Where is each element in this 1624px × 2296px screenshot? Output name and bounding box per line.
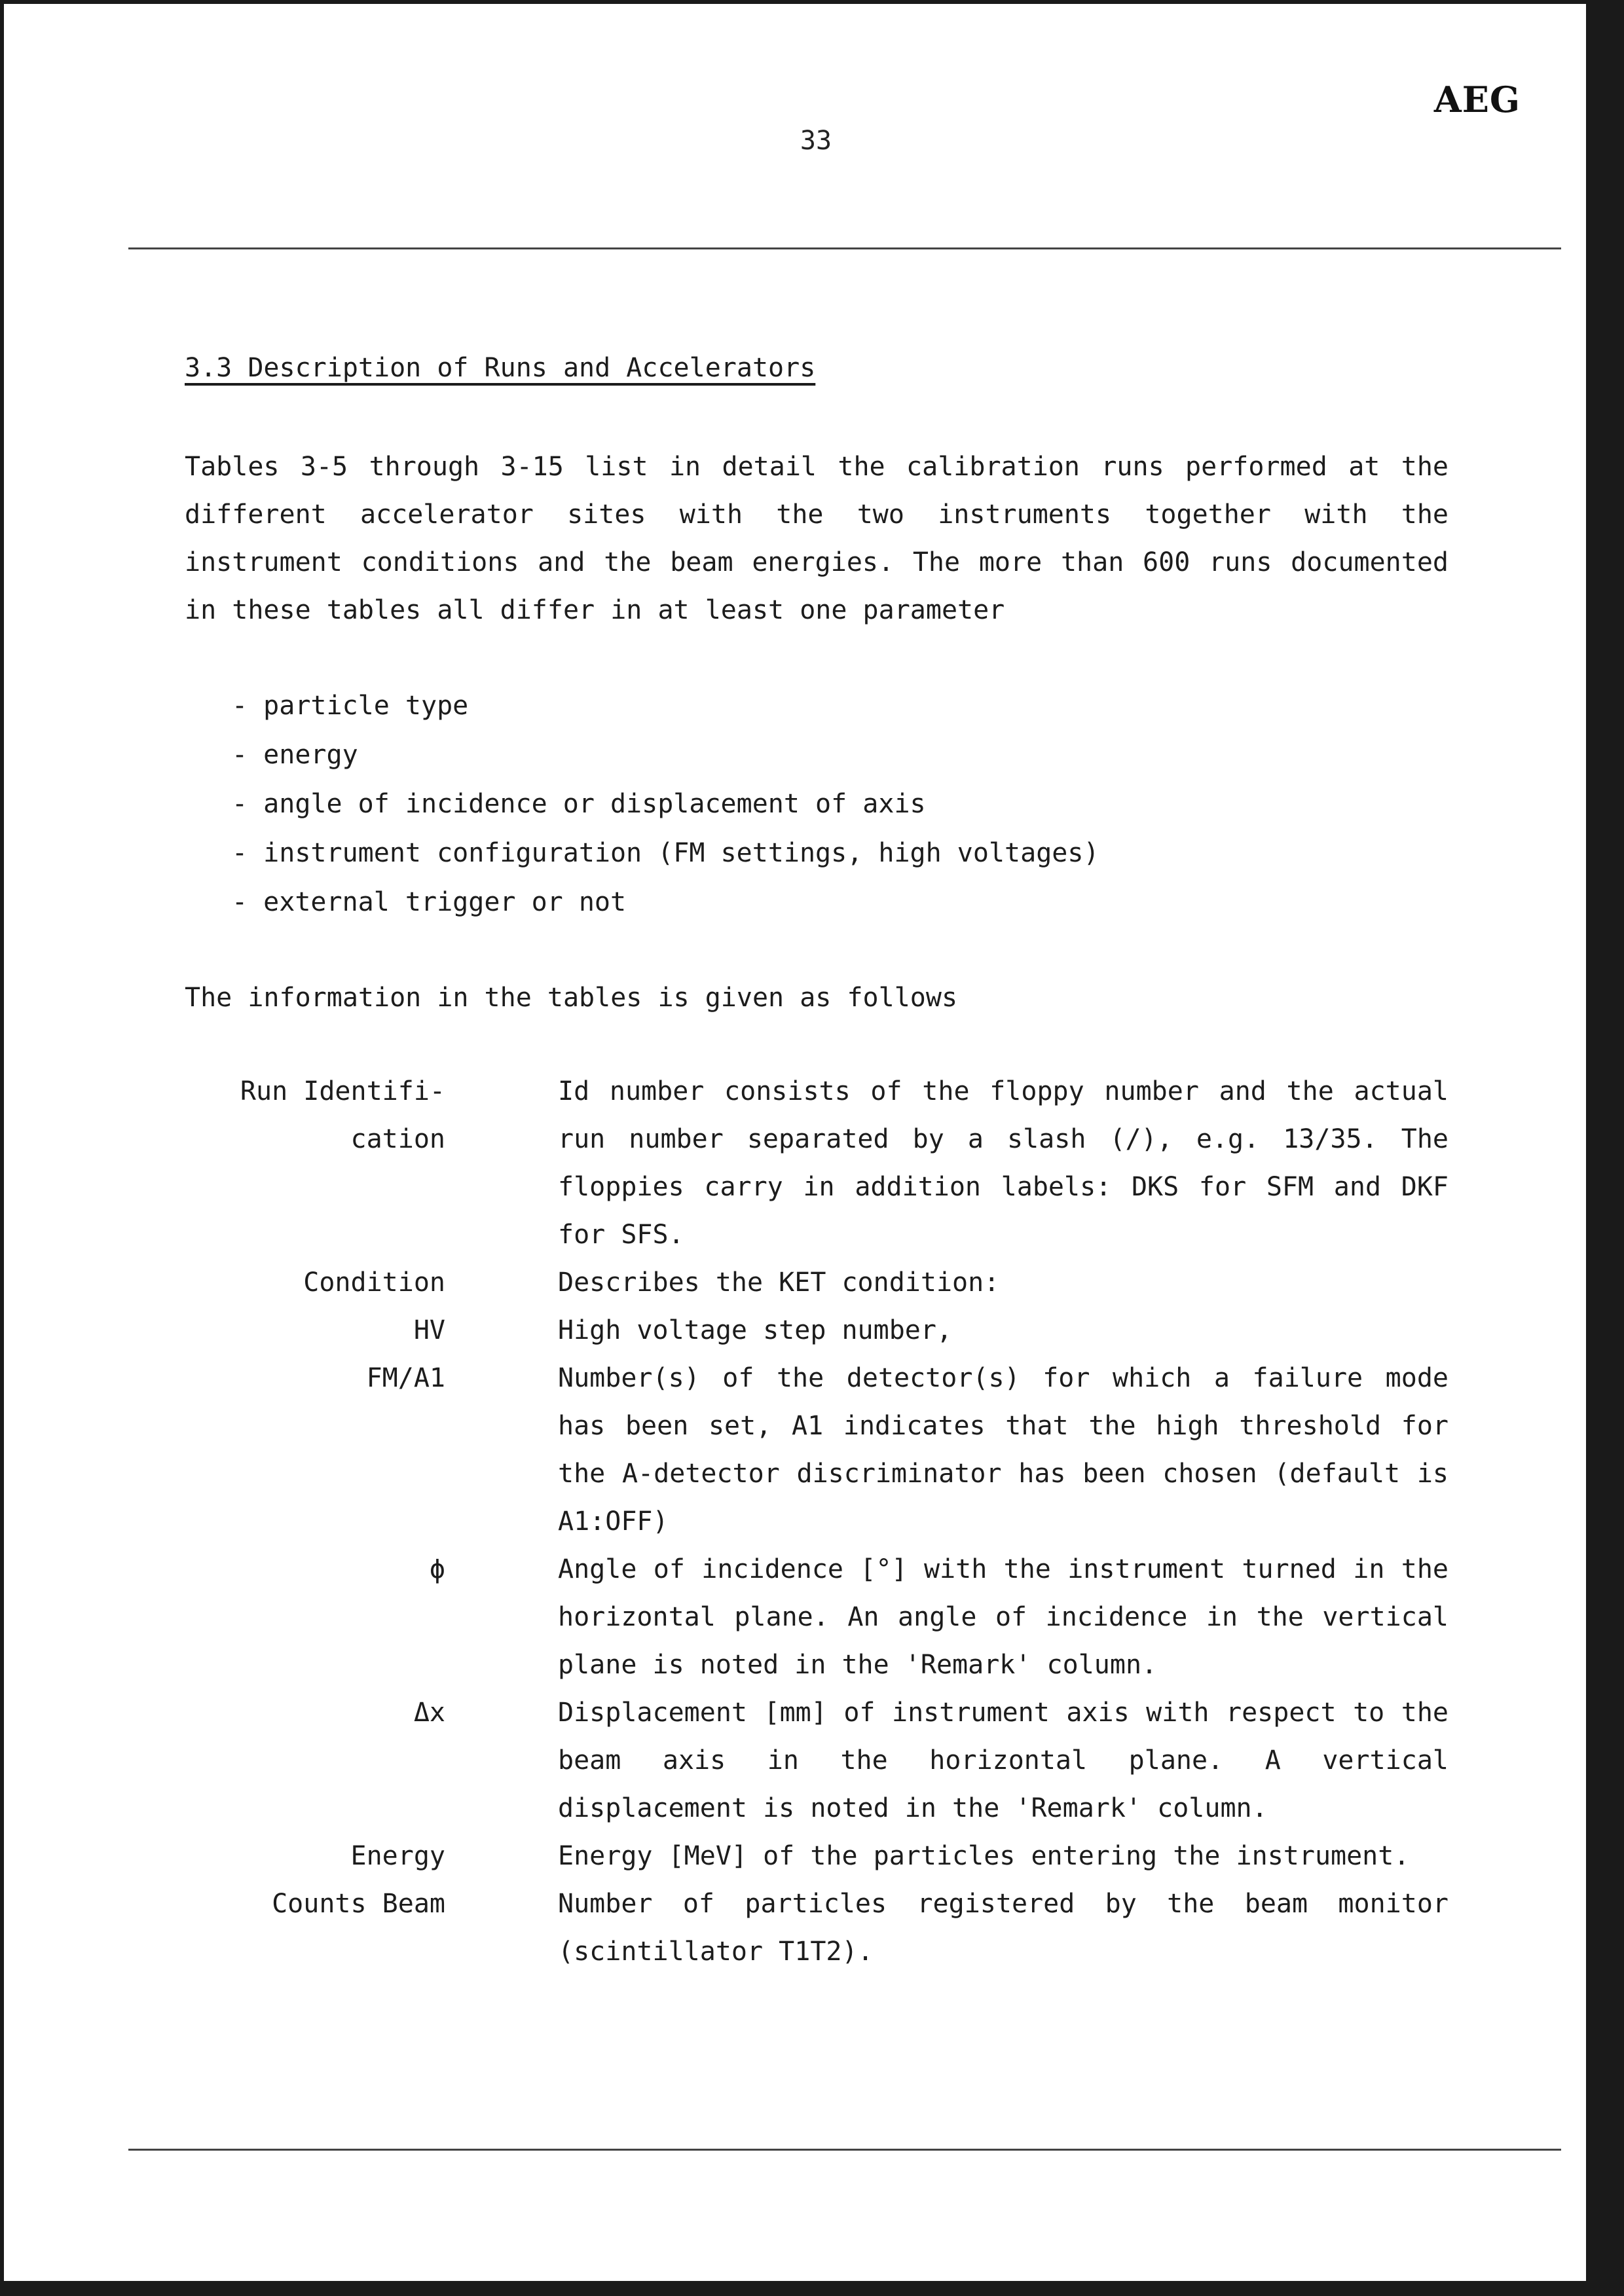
intro-paragraph: Tables 3-5 through 3-15 list in detail the calibration runs performed at the different accelerator sites with the two instruments together with the instrument conditions and the beam energies. The more than 600 runs documented in these tables all differ in at least one parameter xyxy=(185,452,1449,625)
brand-logo: AEG xyxy=(1433,79,1521,120)
definition-description: Number of particles registered by the beam monitor (scintillator T1T2). xyxy=(558,1889,1449,1967)
definition-row xyxy=(185,1880,1449,1976)
definition-term: ϕ xyxy=(429,1554,445,1584)
definition-term: Counts Beam xyxy=(272,1889,445,1919)
definition-description: Angle of incidence [°] with the instrument turned in the horizontal plane. An angle of incidence in the vertical plane is noted in the 'Remark' column. xyxy=(558,1554,1449,1680)
definition-description: Energy [MeV] of the particles entering the instrument. xyxy=(558,1841,1410,1871)
parameter-list xyxy=(185,682,1449,927)
page-body xyxy=(185,344,1449,1976)
section-heading: 3.3 Description of Runs and Accelerators xyxy=(185,353,816,383)
list-item: - particle type xyxy=(232,682,1449,731)
follows-paragraph: The information in the tables is given as follows xyxy=(185,983,958,1013)
definition-list xyxy=(185,1068,1449,1976)
list-item: - energy xyxy=(232,731,1449,780)
list-item: - angle of incidence or displacement of axis xyxy=(232,780,1449,829)
definition-term: Δx xyxy=(413,1698,445,1728)
definition-row xyxy=(185,1307,1449,1355)
definition-description: Displacement [mm] of instrument axis with respect to the beam axis in the horizontal plane. A vertical displacement is noted in the 'Remark' column. xyxy=(558,1698,1449,1823)
definition-term: FM/A1 xyxy=(366,1363,445,1393)
definition-row xyxy=(185,1832,1449,1880)
list-item: - external trigger or not xyxy=(232,878,1449,927)
definition-description: High voltage step number, xyxy=(558,1315,953,1345)
footer-rule xyxy=(128,2149,1561,2151)
definition-description: Describes the KET condition: xyxy=(558,1267,1000,1298)
list-item: - instrument configuration (FM settings, high voltages) xyxy=(232,829,1449,878)
definition-term: Condition xyxy=(303,1267,445,1298)
definition-term: HV xyxy=(413,1315,445,1345)
definition-row xyxy=(185,1355,1449,1546)
page-number: 33 xyxy=(800,126,832,156)
definition-row xyxy=(185,1689,1449,1832)
page-sheet xyxy=(4,4,1586,2281)
definition-row xyxy=(185,1259,1449,1307)
definition-term: Energy xyxy=(350,1841,445,1871)
definition-description: Id number consists of the floppy number and the actual run number separated by a slash (/), e.g. 13/35. The floppies carry in addition labels: DKS for SFM and DKF for SFS. xyxy=(558,1076,1449,1250)
definition-row xyxy=(185,1546,1449,1689)
definition-row xyxy=(185,1068,1449,1259)
definition-description: Number(s) of the detector(s) for which a failure mode has been set, A1 indicates that the high threshold for the A-detector discriminator has been chosen (default is A1:OFF) xyxy=(558,1363,1449,1537)
definition-term: Run Identifi- cation xyxy=(240,1076,445,1154)
header-rule xyxy=(128,247,1561,249)
